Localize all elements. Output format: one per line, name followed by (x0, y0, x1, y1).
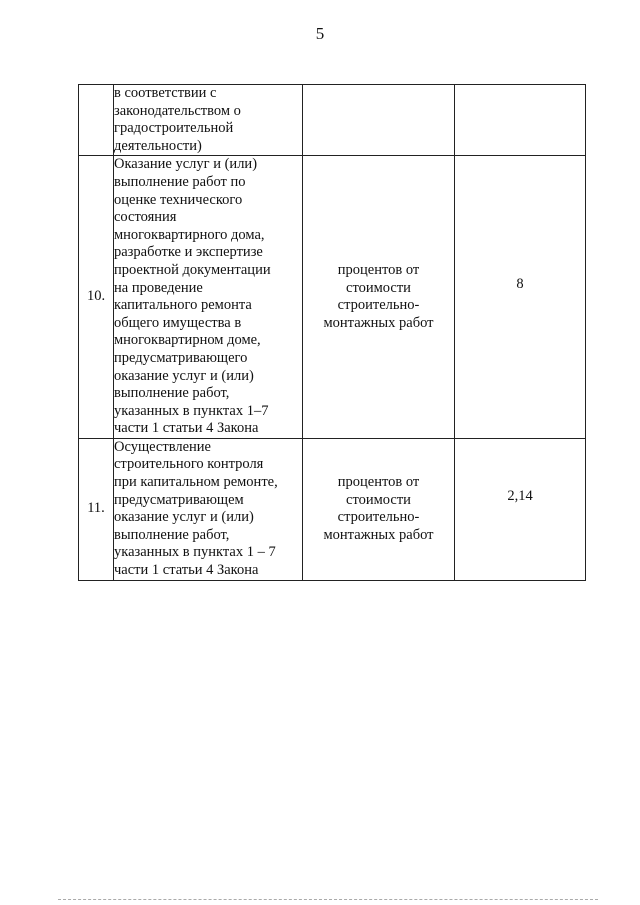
description-line: проектной документации (114, 261, 271, 278)
unit-line: монтажных работ (323, 314, 434, 331)
description-line: Осуществление (114, 438, 211, 455)
description-line: оказание услуг и (или) (114, 509, 254, 526)
description-line: многоквартирном доме, (114, 332, 261, 349)
row-description (114, 156, 303, 439)
unit-line: процентов от (337, 261, 420, 278)
row-unit (303, 438, 455, 580)
description-line: части 1 статьи 4 Закона (114, 420, 259, 437)
unit-line: строительно- (337, 297, 420, 314)
table-row-10 (79, 156, 586, 439)
row-description (114, 85, 303, 156)
row-unit (303, 85, 455, 156)
row-number (79, 85, 114, 156)
row-value (455, 85, 586, 156)
description-line: части 1 статьи 4 Закона (114, 562, 259, 579)
row-value-text: 8 (516, 276, 524, 293)
description-line: многоквартирного дома, (114, 226, 265, 243)
unit-line: строительно- (337, 509, 420, 526)
description-line: строительного контроля (114, 456, 264, 473)
description-line: градостроительной (114, 120, 234, 137)
unit-line: стоимости (346, 491, 411, 508)
description-line: предусматривающем (114, 491, 244, 508)
description-line: выполнение работ, (114, 526, 230, 543)
description-line: состояния (114, 209, 177, 226)
description-line: деятельности) (114, 137, 202, 154)
tariff-table (78, 84, 586, 581)
description-line: оценке технического (114, 191, 243, 208)
description-line: выполнение работ по (114, 173, 246, 190)
row-value (455, 156, 586, 439)
description-line: разработке и экспертизе (114, 244, 263, 261)
unit-line: монтажных работ (323, 526, 434, 543)
unit-line: стоимости (346, 279, 411, 296)
table-row-continuation (79, 85, 586, 156)
description-line: на проведение (114, 279, 203, 296)
description-line: предусматривающего (114, 349, 248, 366)
description-line: капитального ремонта (114, 297, 252, 314)
row-value-text: 2,14 (507, 488, 533, 505)
row-unit (303, 156, 455, 439)
description-line: указанных в пунктах 1–7 (114, 402, 269, 419)
description-line: указанных в пунктах 1 – 7 (114, 544, 276, 561)
description-line: общего имущества в (114, 314, 242, 331)
description-line: оказание услуг и (или) (114, 367, 254, 384)
row-description (114, 438, 303, 580)
page-bottom-rule (58, 899, 598, 900)
table-row-11 (79, 438, 586, 580)
row-number: 10. (79, 156, 114, 439)
unit-line: процентов от (337, 474, 420, 491)
description-line: при капитальном ремонте, (114, 474, 278, 491)
page-number: 5 (315, 24, 325, 43)
description-line: в соответствии с (114, 85, 217, 101)
description-line: законодательством о (114, 102, 241, 119)
description-line: Оказание услуг и (или) (114, 156, 258, 173)
row-value (455, 438, 586, 580)
description-line: выполнение работ, (114, 385, 230, 402)
row-number: 11. (79, 438, 114, 580)
